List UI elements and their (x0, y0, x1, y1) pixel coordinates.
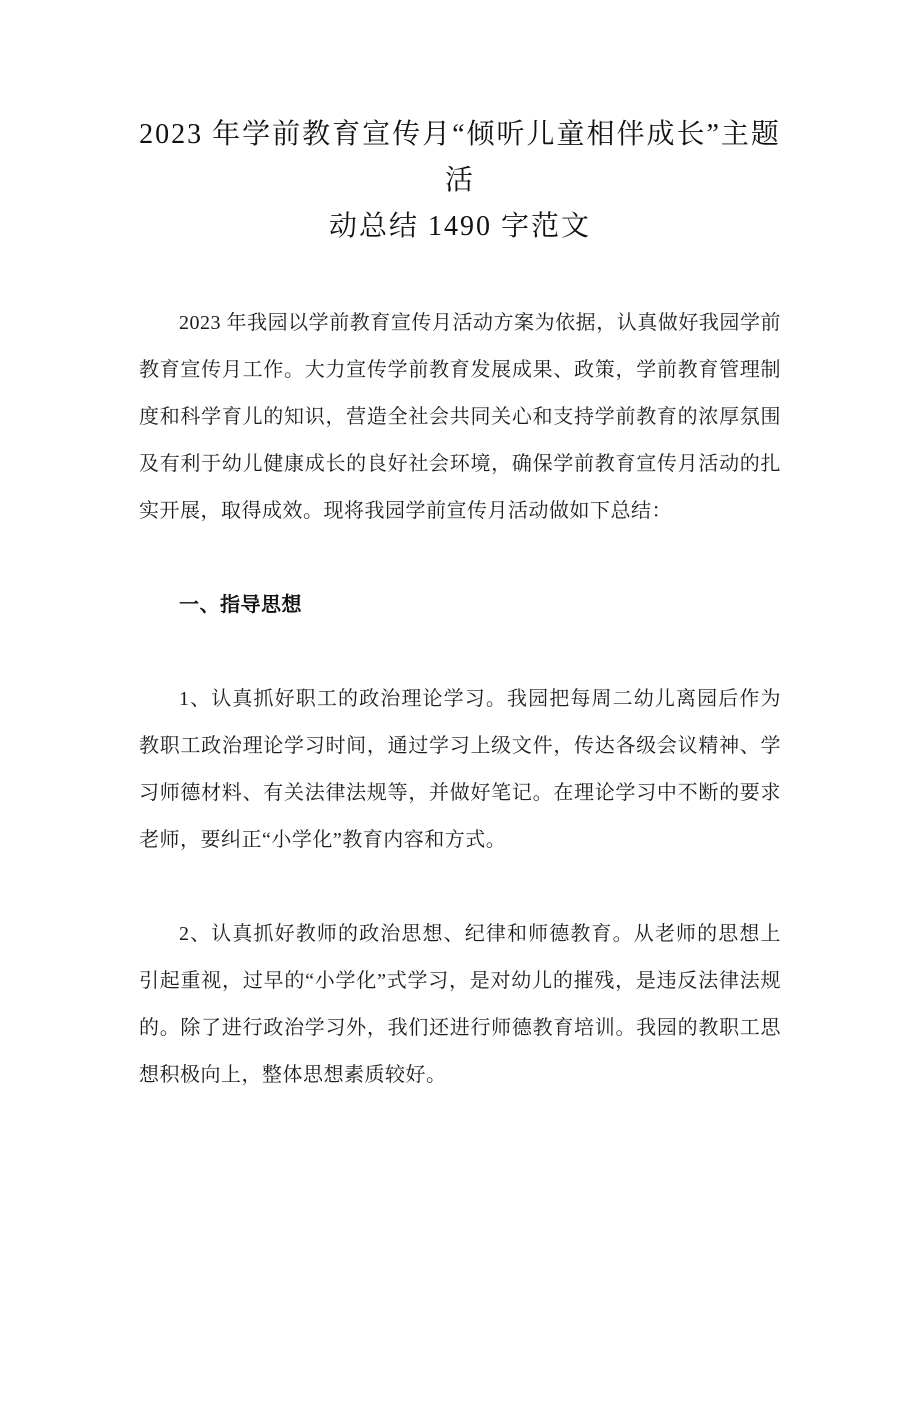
document-page (0, 112, 920, 1413)
document-title (139, 112, 781, 250)
document-title-line-3: 动总结 1490 字范文 (328, 211, 591, 242)
document-title-line-1: 2023 年学前教育宣传月“倾听儿童相伴成长”主题 (139, 119, 781, 150)
document-title-line-2: 活 (444, 165, 475, 196)
paragraph-intro: 2023 年我园以学前教育宣传月活动方案为依据，认真做好我园学前教育宣传月工作。大力宣传学前教育发展成果、政策，学前教育管理制度和科学育儿的知识，营造全社会共同关心和支持学前教育的浓厚氛围及有利于幼儿健康成长的良好社会环境，确保学前教育宣传月活动的扎实开展，取得成效。现将我园学前宣传月活动做如下总结： (139, 312, 781, 522)
paragraph-item-1: 1、认真抓好职工的政治理论学习。我园把每周二幼儿离园后作为教职工政治理论学习时间，通过学习上级文件，传达各级会议精神、学习师德材料、有关法律法规等，并做好笔记。在理论学习中不断的要求老师，要纠正“小学化”教育内容和方式。 (139, 688, 781, 851)
document-content (0, 112, 920, 1099)
paragraph-item-2: 2、认真抓好教师的政治思想、纪律和师德教育。从老师的思想上引起重视，过早的“小学化”式学习，是对幼儿的摧残，是违反法律法规的。除了进行政治学习外，我们还进行师德教育培训。我园的教职工思想积极向上，整体思想素质较好。 (139, 923, 781, 1086)
section-heading-guiding-ideology: 一、指导思想 (179, 594, 302, 616)
